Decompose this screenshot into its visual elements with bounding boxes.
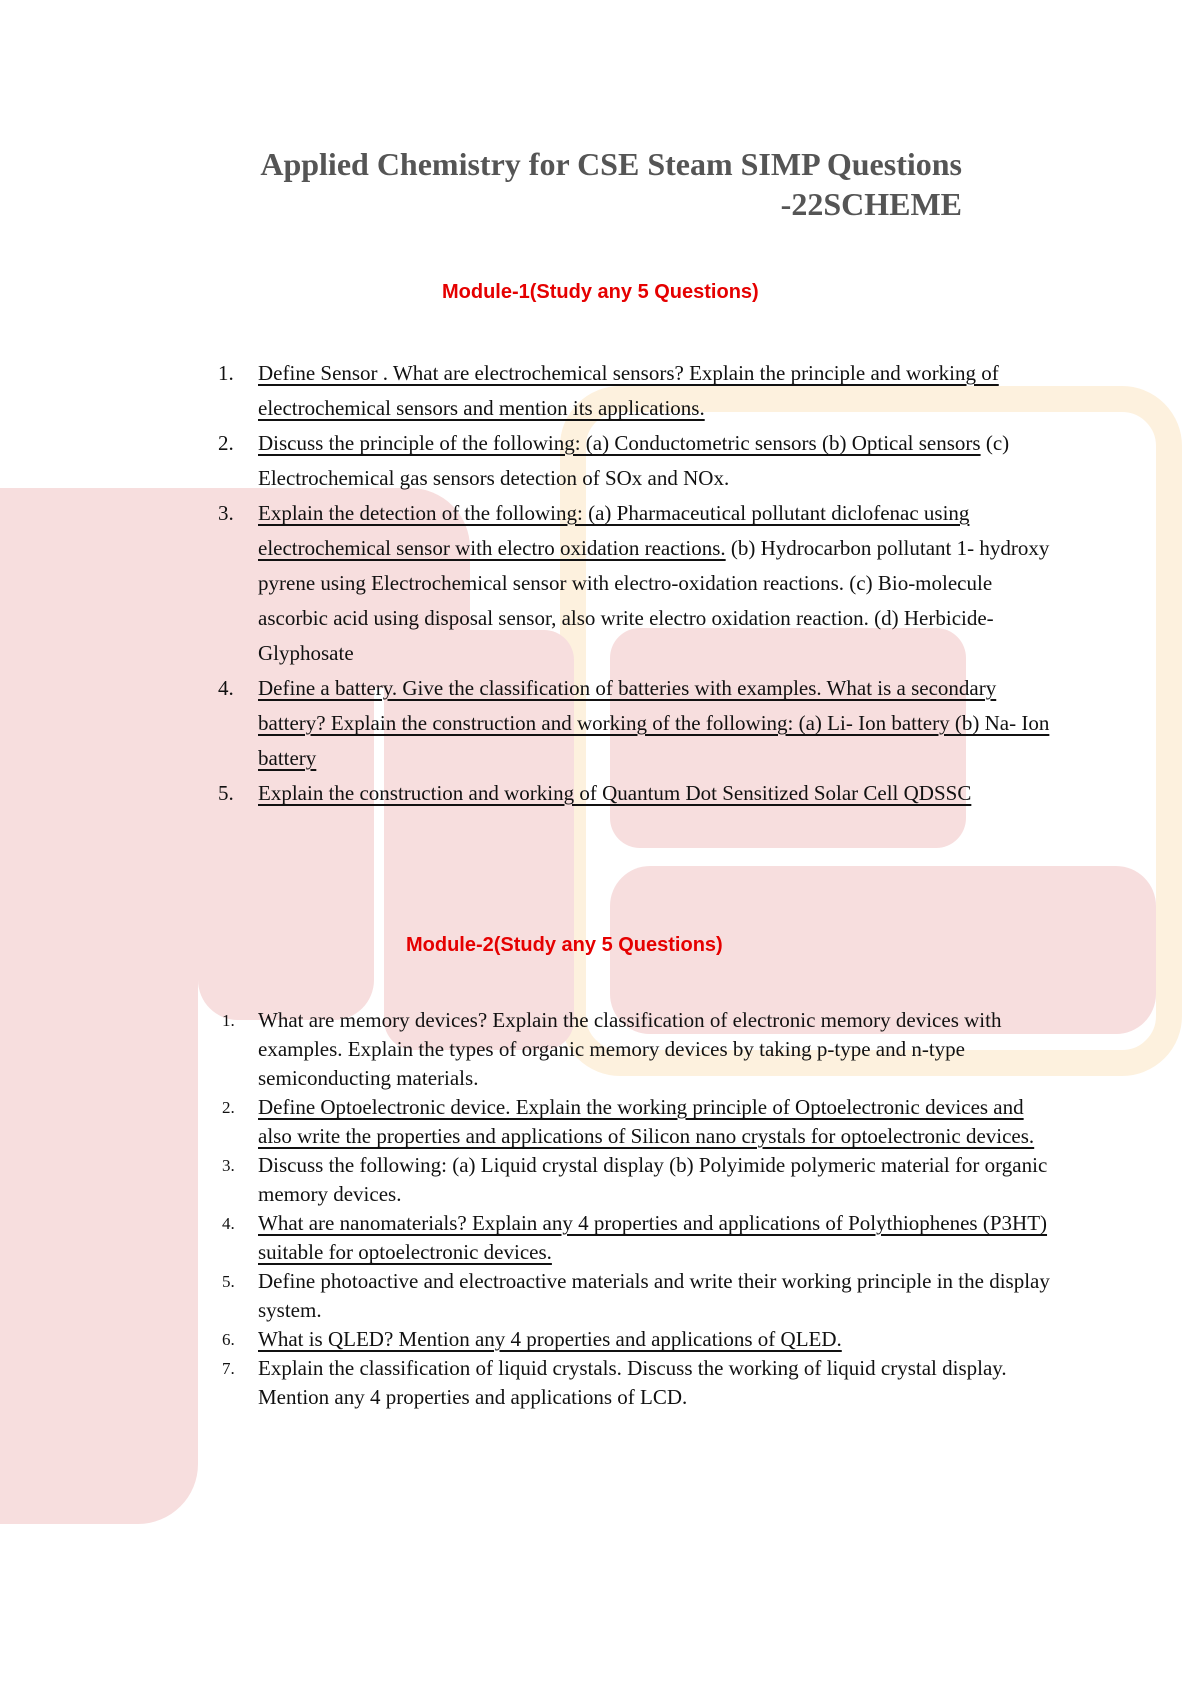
page-title [200,144,962,224]
question-text-underlined: Define a battery. Give the classification of batteries with examples. What is a secondary battery? Explain the construction and working of the following: (a) Li- Ion battery (b) Na- Ion battery [258,676,1050,770]
module-2-question-list [222,1006,1058,1412]
question-text-underlined: What are nanomaterials? Explain any 4 properties and applications of Polythiophenes (P3HT) suitable for optoelectronic devices. [258,1211,1048,1264]
list-item [218,671,1058,776]
question-text-underlined: Discuss the principle of the following: (a) Conductometric sensors (b) Optical sensors [258,431,981,455]
list-item [222,1267,1058,1325]
question-number: 3. [218,501,234,525]
list-item [222,1151,1058,1209]
question-text: (b) Hydrocarbon pollutant 1- hydroxy pyrene using Electrochemical sensor with electro-oxidation reactions. (c) Bio-molecule ascorbic acid using disposal sensor, also write electro oxidation reaction. (d) Herbicide-Glyphosate [258,536,1050,665]
question-number: 6. [222,1330,235,1349]
question-number: 5. [218,781,234,805]
question-text-underlined: Explain the detection of the following: (a) Pharmaceutical pollutant diclofenac using electrochemical sensor with electro oxidation reactions. [258,501,970,560]
list-item [222,1354,1058,1412]
question-text-underlined: Explain the construction and working of Quantum Dot Sensitized Solar Cell QDSSC [258,781,972,805]
list-item [222,1093,1058,1151]
question-text-underlined: Define Optoelectronic device. Explain the working principle of Optoelectronic devices and also write the properties and applications of Silicon nano crystals for optoelectronic devices. [258,1095,1035,1148]
question-text: Discuss the following: (a) Liquid crystal display (b) Polyimide polymeric material for organic memory devices. [258,1153,1048,1206]
question-number: 1. [218,361,234,385]
question-number: 3. [222,1156,235,1175]
question-number: 2. [222,1098,235,1117]
question-text: (c) Electrochemical gas sensors detection of SOx and NOx. [258,431,1010,490]
module-1-heading: Module-1(Study any 5 Questions) [442,281,759,303]
question-number: 1. [222,1011,235,1030]
list-item [218,356,1058,426]
title-line-2: -22SCHEME [780,186,962,222]
question-number: 5. [222,1272,235,1291]
list-item [218,496,1058,671]
module-2-heading: Module-2(Study any 5 Questions) [406,934,723,956]
list-item [218,776,1058,811]
question-text-underlined: What is QLED? Mention any 4 properties and applications of QLED. [258,1327,842,1351]
list-item [222,1209,1058,1267]
list-item [222,1325,1058,1354]
question-number: 4. [222,1214,235,1233]
list-item [222,1006,1058,1093]
question-number: 4. [218,676,234,700]
question-text: Define photoactive and electroactive materials and write their working principle in the display system. [258,1269,1050,1322]
title-line-1: Applied Chemistry for CSE Steam SIMP Questions [260,146,962,182]
question-text-underlined: Define Sensor . What are electrochemical sensors? Explain the principle and working of electrochemical sensors and mention its applications. [258,361,999,420]
question-number: 7. [222,1359,235,1378]
question-number: 2. [218,431,234,455]
module-1-question-list [218,356,1058,811]
list-item [218,426,1058,496]
question-text: Explain the classification of liquid crystals. Discuss the working of liquid crystal display. Mention any 4 properties and applications of LCD. [258,1356,1007,1409]
question-text: What are memory devices? Explain the classification of electronic memory devices with examples. Explain the types of organic memory devices by taking p-type and n-type semiconducting materials. [258,1008,1002,1090]
